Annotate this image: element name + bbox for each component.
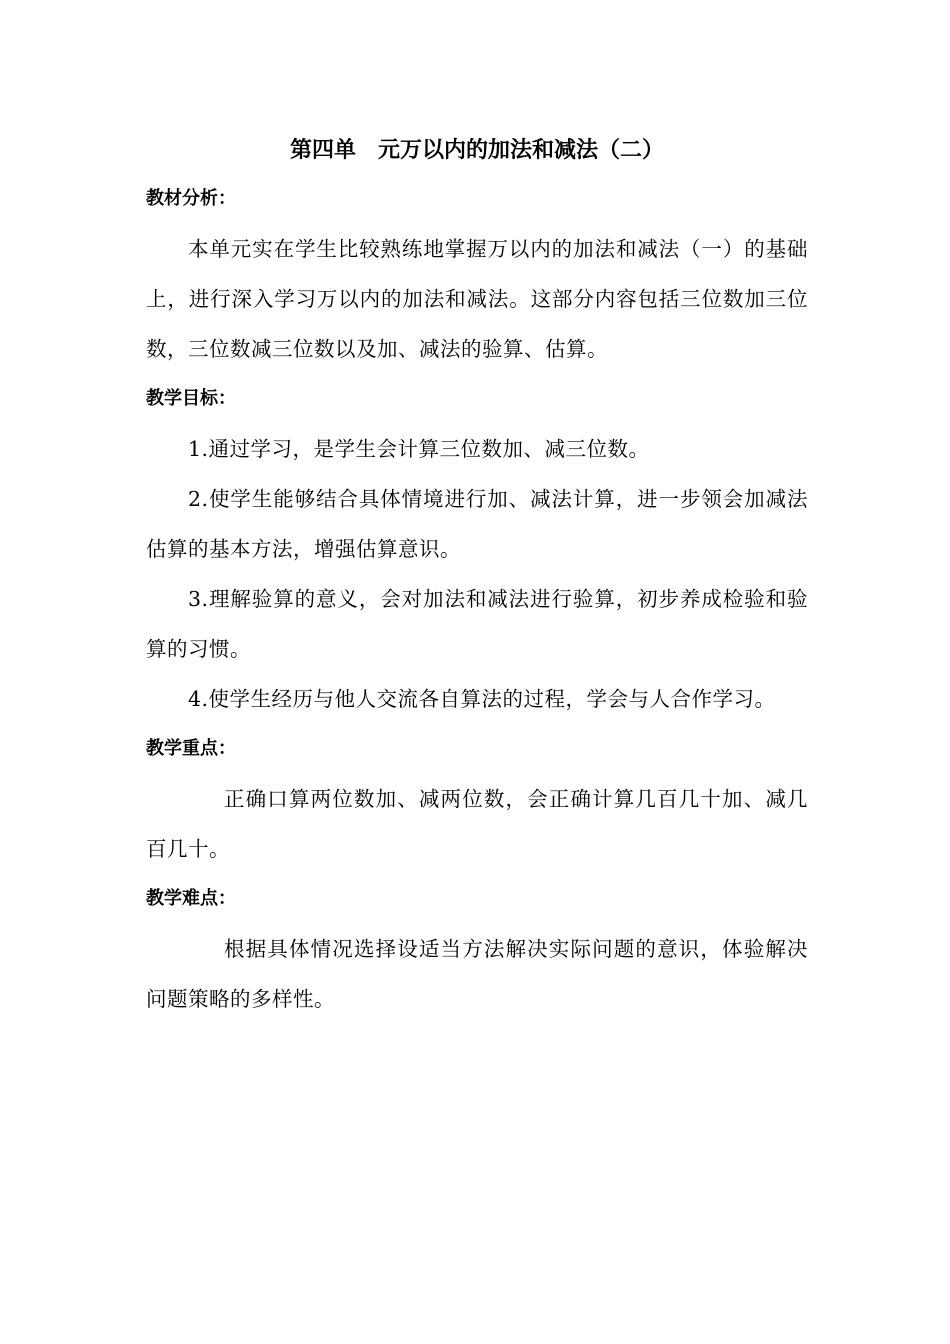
section-difficulties xyxy=(146,874,808,1024)
document-page xyxy=(146,128,808,1024)
document-title: 第四单 元万以内的加法和减法（二） xyxy=(289,138,664,163)
section-heading: 教材分析： xyxy=(146,188,236,209)
section-materials-analysis xyxy=(146,174,808,374)
goal-item: 1.通过学习，是学生会计算三位数加、减三位数。 xyxy=(188,437,650,461)
goal-item: 4.使学生经历与他人交流各自算法的过程，学会与人合作学习。 xyxy=(188,687,776,711)
paragraph: 正确口算两位数加、减两位数，会正确计算几百几十加、减几百几十。 xyxy=(146,787,808,861)
section-heading: 教学重点： xyxy=(146,738,236,759)
section-heading: 教学目标： xyxy=(146,388,236,409)
section-teaching-goals xyxy=(146,374,808,724)
goal-item: 3.理解验算的意义，会对加法和减法进行验算，初步养成检验和验算的习惯。 xyxy=(146,587,808,661)
paragraph: 本单元实在学生比较熟练地掌握万以内的加法和减法（一）的基础上，进行深入学习万以内的加法和减法。这部分内容包括三位数加三位数，三位数减三位数以及加、减法的验算、估算。 xyxy=(146,237,808,361)
section-heading: 教学难点： xyxy=(146,888,236,909)
paragraph: 根据具体情况选择设适当方法解决实际问题的意识，体验解决问题策略的多样性。 xyxy=(146,937,808,1011)
section-key-points xyxy=(146,724,808,874)
goal-item: 2.使学生能够结合具体情境进行加、减法计算，进一步领会加减法估算的基本方法，增强估算意识。 xyxy=(146,487,808,561)
